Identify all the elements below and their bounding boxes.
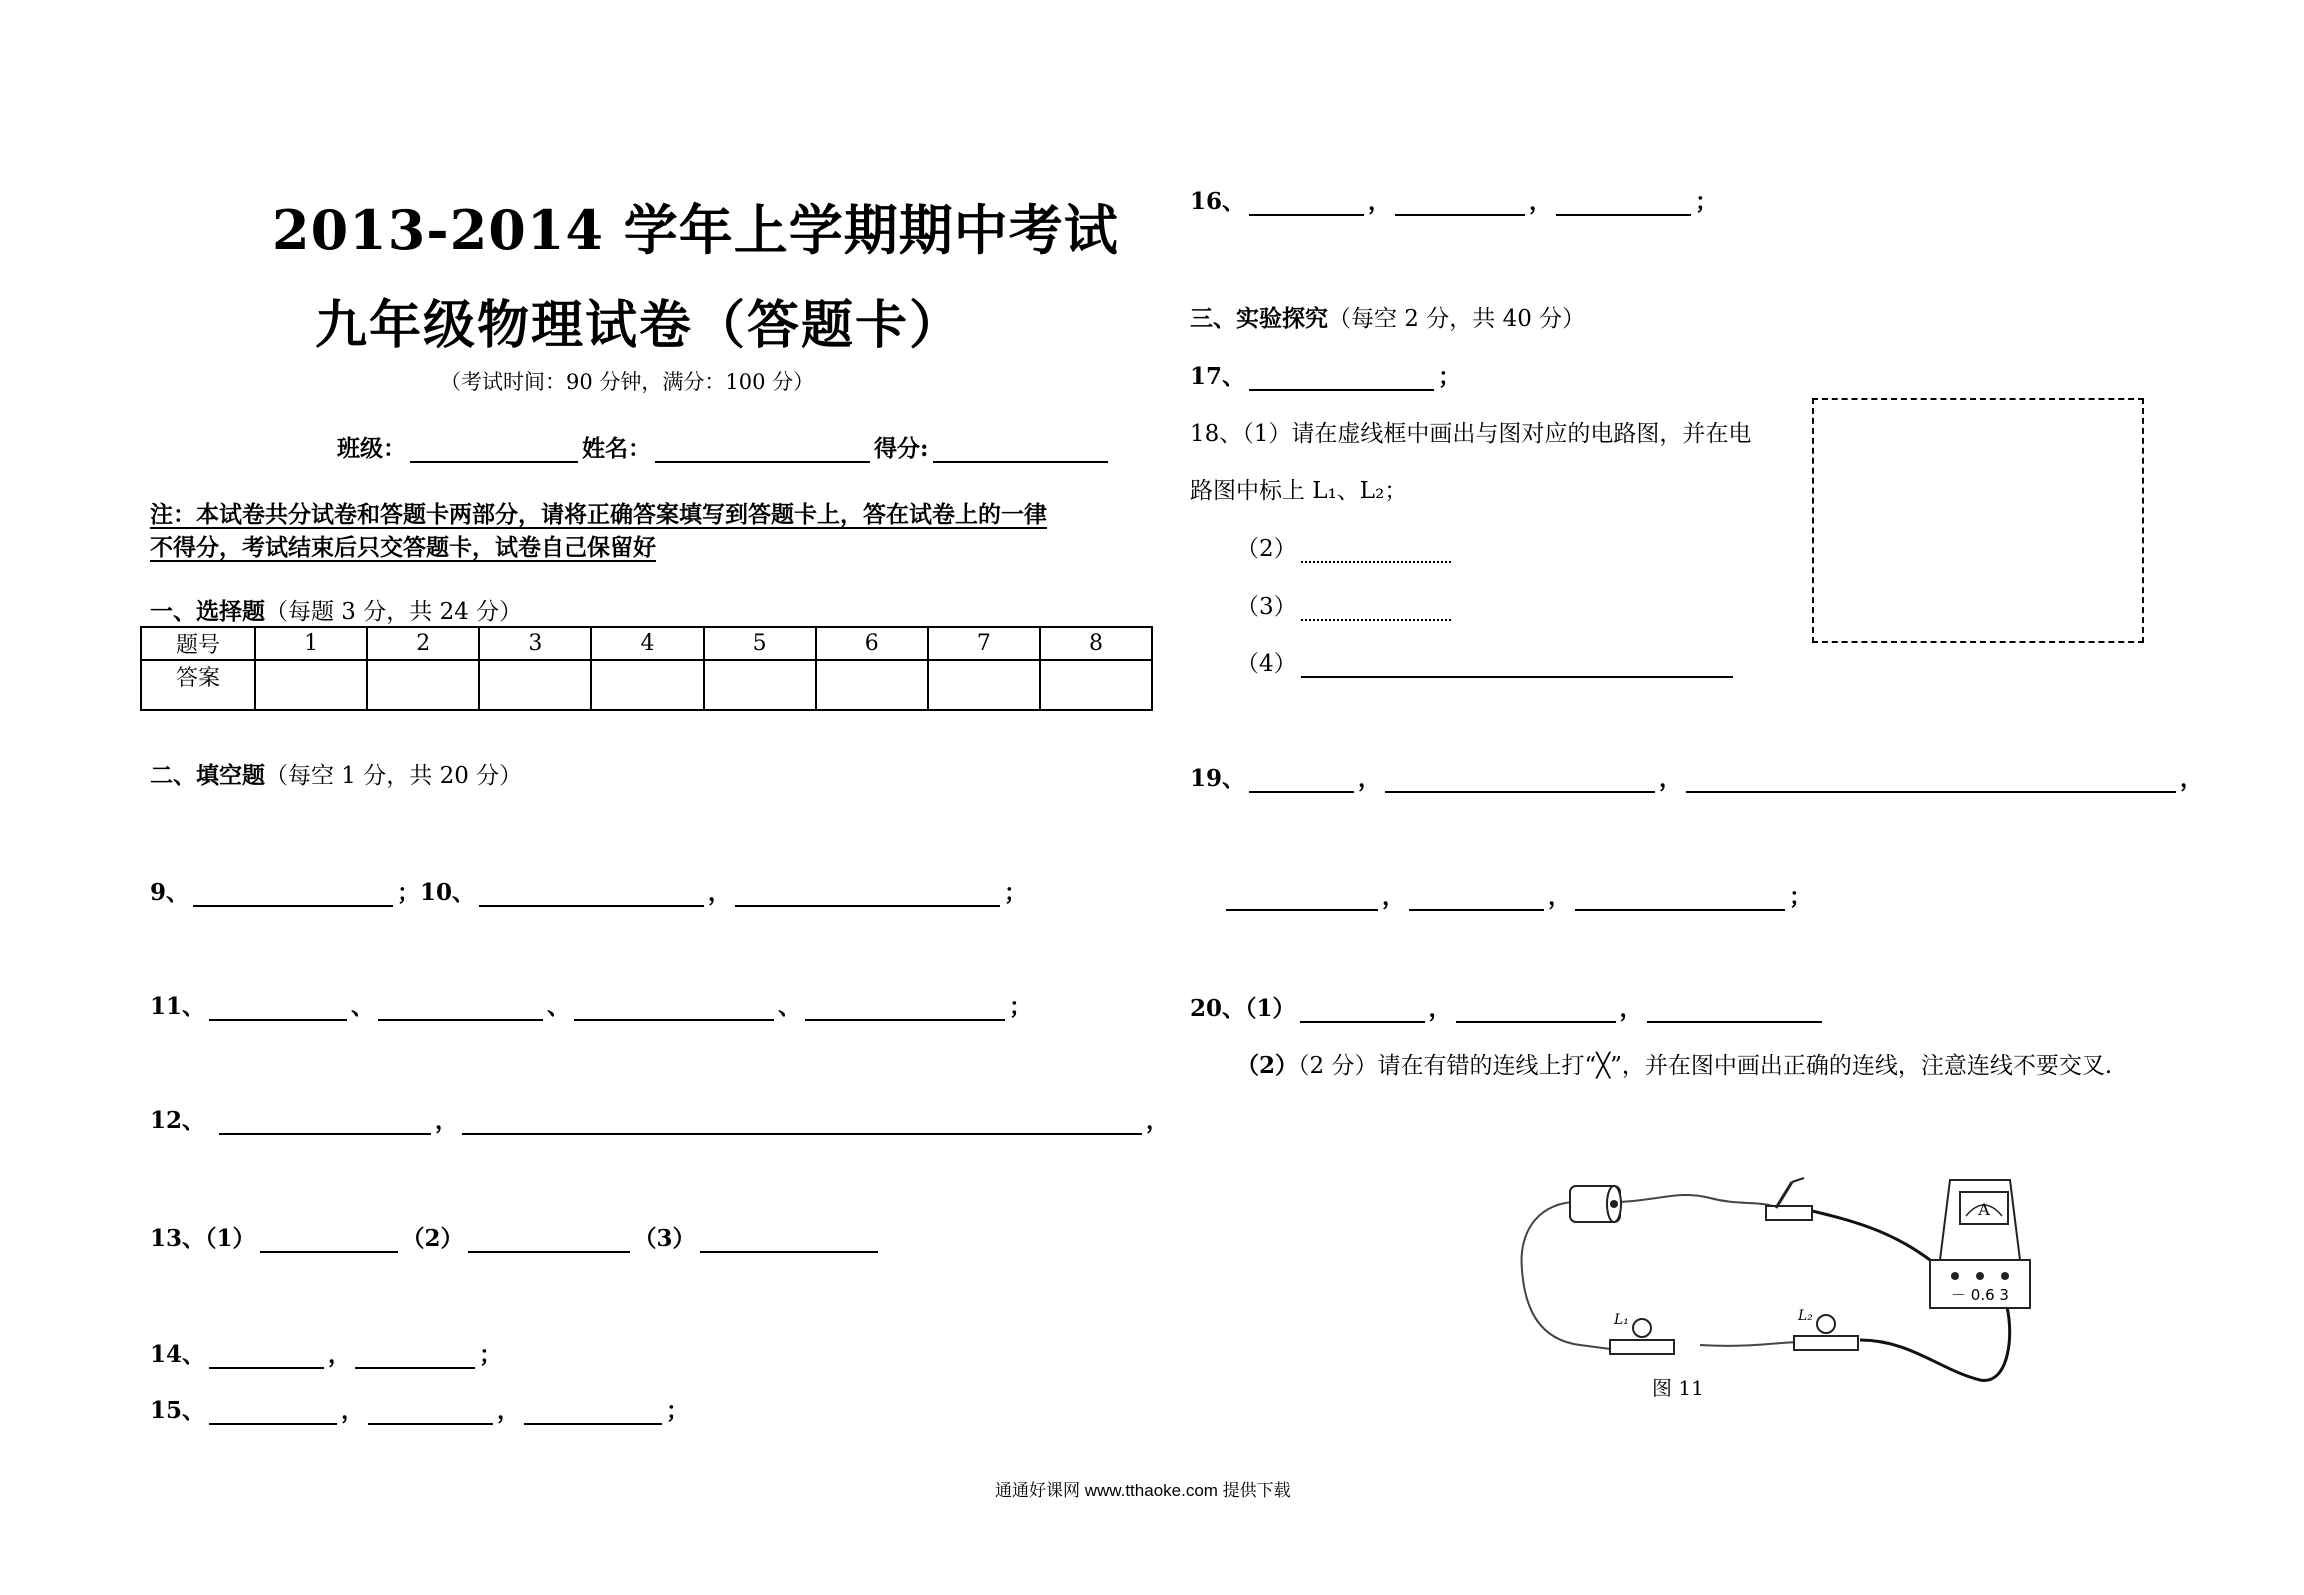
answer-cell[interactable] (816, 660, 928, 710)
answer-blank[interactable] (1647, 997, 1822, 1023)
name-blank[interactable] (655, 437, 870, 463)
figure-caption: 图 11 (1652, 1376, 1704, 1400)
question-19-row2: ， ， ； (1222, 878, 1812, 911)
section1-title: 一、选择题 (150, 598, 265, 625)
answer-blank[interactable] (193, 881, 393, 907)
table-row-label: 答案 (141, 660, 255, 710)
footer-text: 通通好课网 www.tthaoke.com 提供下载 (995, 1481, 1291, 1500)
answer-blank[interactable] (735, 881, 1000, 907)
answer-blank[interactable] (209, 1399, 337, 1425)
question-20-part2-text: （2 分）请在有错的连线上打“╳”，并在图中画出正确的连线，注意连线不要交叉. (1298, 1053, 2113, 1079)
question-20-label: 20、（1） (1190, 995, 1296, 1022)
part-label: （3） (1236, 594, 1297, 620)
answer-blank[interactable] (260, 1227, 398, 1253)
question-9-10: 9、 ；10、 ， ； (150, 879, 1028, 906)
section2-title: 二、填空题 (150, 762, 265, 789)
student-info-row (337, 430, 1112, 463)
answer-blank[interactable] (1556, 190, 1691, 216)
section1-points: （每题 3 分，共 24 分） (265, 599, 523, 625)
question-15-label: 15、 (150, 1397, 206, 1424)
question-14: 14、 ， ； (150, 1341, 503, 1368)
question-18-line2: 路图中标上 L₁、L₂； (1190, 478, 1408, 504)
wire (1700, 1342, 1800, 1346)
table-row (141, 627, 1152, 660)
name-label: 姓名： (582, 435, 651, 462)
part-label: （2） (1236, 536, 1297, 562)
circuit-figure (1510, 1170, 2070, 1400)
answer-blank[interactable] (462, 1109, 1142, 1135)
switch-base (1766, 1206, 1812, 1220)
section2-heading (150, 757, 522, 790)
answer-blank[interactable] (524, 1399, 662, 1425)
question-9-label: 9、 (150, 879, 190, 906)
question-12-label: 12、 (150, 1107, 206, 1134)
switch-handle (1792, 1178, 1804, 1182)
battery-terminal-dot (1610, 1200, 1618, 1208)
question-15: 15、 ， ， ； (150, 1397, 690, 1424)
score-label: 得分: (874, 435, 929, 462)
question-18-part2 (1236, 530, 1455, 563)
lamp-l2-label: L₂ (1798, 1308, 1813, 1324)
lamp-l1-icon (1633, 1319, 1651, 1337)
answer-blank[interactable] (805, 995, 1005, 1021)
question-16: 16、 ， ， ； (1190, 188, 1719, 215)
answer-blank[interactable] (1385, 767, 1655, 793)
question-number: 6 (816, 627, 928, 660)
question-18-part3 (1236, 588, 1455, 621)
answer-blank[interactable] (1409, 885, 1544, 911)
question-19-row1: 19、 ， ， ， (1190, 765, 2204, 792)
lamp-l2-icon (1817, 1315, 1835, 1333)
part-label: （4） (1236, 651, 1297, 677)
answer-blank[interactable] (479, 881, 704, 907)
question-20-part1: 20、（1） ， ， (1190, 990, 1826, 1023)
answer-blank[interactable] (468, 1227, 630, 1253)
answer-blank[interactable] (1686, 767, 2176, 793)
question-13 (150, 1220, 882, 1253)
question-13-part2: （2） (401, 1225, 464, 1252)
ammeter-terminal (1976, 1272, 1984, 1280)
answer-blank[interactable] (1395, 190, 1525, 216)
section1-heading (150, 593, 522, 626)
answer-cell[interactable] (591, 660, 703, 710)
question-number: 4 (591, 627, 703, 660)
question-14-label: 14、 (150, 1341, 206, 1368)
choice-answer-table (140, 626, 1153, 711)
class-blank[interactable] (410, 437, 578, 463)
answer-cell[interactable] (367, 660, 479, 710)
answer-blank[interactable] (1249, 190, 1364, 216)
question-12: 12、 ， ， (150, 1107, 1170, 1134)
question-number: 3 (479, 627, 591, 660)
answer-blank[interactable] (1301, 537, 1451, 563)
question-number: 1 (255, 627, 367, 660)
question-13-part3: （3） (633, 1225, 696, 1252)
answer-cell[interactable] (928, 660, 1040, 710)
answer-blank[interactable] (1301, 595, 1451, 621)
wire (1522, 1202, 1618, 1350)
answer-blank[interactable] (355, 1343, 475, 1369)
note-line-1: 注：本试卷共分试卷和答题卡两部分，请将正确答案填写到答题卡上，答在试卷上的一律 (150, 501, 1047, 528)
lamp-l1-label: L₁ (1614, 1312, 1629, 1328)
class-label: 班级： (337, 435, 406, 462)
answer-blank[interactable] (209, 1343, 324, 1369)
answer-cell[interactable] (704, 660, 816, 710)
answer-blank[interactable] (1249, 767, 1354, 793)
answer-blank[interactable] (219, 1109, 431, 1135)
answer-blank[interactable] (1575, 885, 1785, 911)
score-blank[interactable] (933, 437, 1108, 463)
question-11: 11、 、 、 、 ； (150, 993, 1033, 1020)
ammeter-terminal (1951, 1272, 1959, 1280)
switch-lever (1776, 1182, 1792, 1208)
question-20-part2 (1236, 1047, 2112, 1080)
ammeter-symbol: A (1978, 1200, 1990, 1219)
wire (1860, 1300, 2010, 1380)
question-number: 5 (704, 627, 816, 660)
section3-points: （每空 2 分，共 40 分） (1328, 306, 1586, 332)
part-label: （2） (1236, 1052, 1299, 1079)
exam-title: 2013-2014 学年上学期期中考试 (272, 198, 1119, 262)
answer-blank[interactable] (1226, 885, 1378, 911)
question-16-label: 16、 (1190, 188, 1246, 215)
answer-blank[interactable] (368, 1399, 493, 1425)
answer-cell[interactable] (479, 660, 591, 710)
circuit-drawing-box[interactable] (1812, 398, 2144, 643)
exam-info: （考试时间：90 分钟，满分：100 分） (440, 370, 815, 394)
answer-blank[interactable] (1300, 997, 1425, 1023)
table-row (141, 660, 1152, 710)
answer-cell[interactable] (255, 660, 367, 710)
question-19-label: 19、 (1190, 765, 1246, 792)
question-number: 8 (1040, 627, 1152, 660)
section2-points: （每空 1 分，共 20 分） (265, 763, 523, 789)
exam-subtitle: 九年级物理试卷（答题卡） (315, 295, 964, 356)
answer-blank[interactable] (1301, 652, 1733, 678)
question-11-label: 11、 (150, 993, 206, 1020)
question-number: 7 (928, 627, 1040, 660)
table-row-label: 题号 (141, 627, 255, 660)
question-18-line1: 18、（1）请在虚线框中画出与图对应的电路图，并在电 (1190, 421, 1752, 447)
answer-blank[interactable] (209, 995, 347, 1021)
answer-blank[interactable] (700, 1227, 878, 1253)
answer-blank[interactable] (574, 995, 774, 1021)
question-17: 17、 ； (1190, 363, 1462, 390)
section3-heading (1190, 300, 1585, 333)
wire (1620, 1195, 1778, 1208)
question-17-label: 17、 (1190, 363, 1246, 390)
answer-blank[interactable] (1249, 365, 1434, 391)
question-number: 2 (367, 627, 479, 660)
question-18-part4 (1236, 645, 1737, 678)
note-line-2: 不得分，考试结束后只交答题卡，试卷自己保留好 (150, 534, 656, 561)
lamp-base (1794, 1336, 1858, 1350)
lamp-base (1610, 1340, 1674, 1354)
answer-blank[interactable] (1456, 997, 1616, 1023)
ammeter-terminal (2001, 1272, 2009, 1280)
question-10-label: 10、 (420, 879, 476, 906)
question-13-label: 13、（1） (150, 1225, 256, 1252)
answer-blank[interactable] (378, 995, 543, 1021)
section3-title: 三、实验探究 (1190, 305, 1328, 332)
ammeter-scale-label: － 0.6 3 (1951, 1286, 2009, 1304)
answer-cell[interactable] (1040, 660, 1152, 710)
